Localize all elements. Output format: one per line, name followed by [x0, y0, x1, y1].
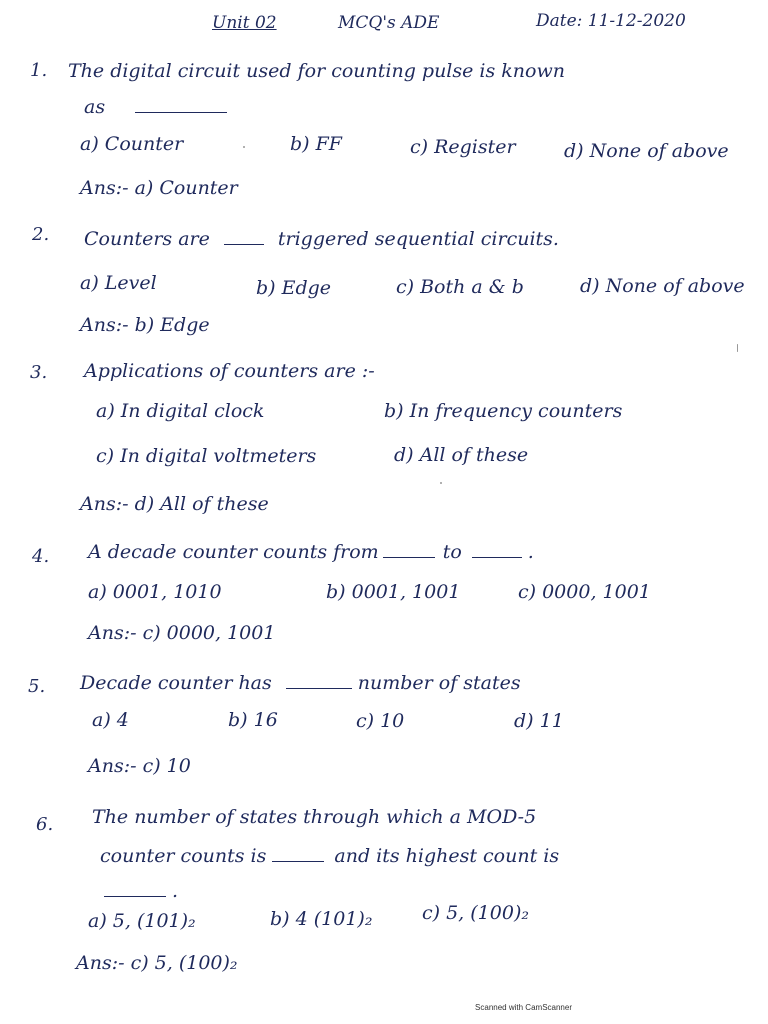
option-d: d) All of these [394, 444, 529, 466]
question-text: Decade counter has number of states [80, 672, 521, 694]
answer-text: Ans:- d) All of these [80, 493, 269, 515]
question-text: Counters are triggered sequential circuits. [84, 228, 559, 250]
option-b: b) FF [290, 133, 342, 155]
scan-dust [737, 344, 738, 352]
scanner-watermark: Scanned with CamScanner [475, 1003, 572, 1012]
option-c: c) Both a & b [396, 276, 524, 298]
question-text-continued: as [84, 96, 227, 118]
scan-dust [243, 146, 245, 148]
option-a: a) 5, (101)₂ [88, 910, 196, 932]
answer-text: Ans:- a) Counter [80, 177, 238, 199]
option-c: c) 0000, 1001 [518, 581, 651, 603]
option-b: b) Edge [256, 277, 332, 299]
answer-text: Ans:- c) 5, (100)₂ [76, 952, 238, 974]
question-text-blank: . [104, 880, 178, 902]
answer-text: Ans:- c) 10 [88, 755, 191, 777]
question-number: 5. [28, 676, 46, 697]
date-text: Date: 11-12-2020 [536, 11, 686, 31]
option-b: b) 4 (101)₂ [270, 908, 373, 930]
question-text: A decade counter counts from to . [88, 541, 534, 563]
question-number: 2. [32, 224, 50, 245]
answer-text: Ans:- b) Edge [80, 314, 210, 336]
subject-heading: MCQ's ADE [338, 13, 440, 33]
option-a: a) Level [80, 272, 157, 294]
question-text: Applications of counters are :- [84, 360, 375, 382]
option-c: c) 5, (100)₂ [422, 902, 529, 924]
option-a: a) 4 [92, 709, 129, 731]
option-b: b) 0001, 1001 [326, 581, 461, 603]
option-b: b) In frequency counters [384, 400, 623, 422]
option-b: b) 16 [228, 709, 278, 731]
question-number: 6. [36, 814, 54, 835]
option-a: a) Counter [80, 133, 184, 155]
question-text-continued: counter counts is and its highest count is [100, 845, 560, 867]
option-c: c) Register [410, 136, 516, 158]
option-c: c) 10 [356, 710, 405, 732]
option-c: c) In digital voltmeters [96, 445, 317, 467]
question-number: 1. [30, 60, 48, 81]
option-a: a) 0001, 1010 [88, 581, 222, 603]
option-a: a) In digital clock [96, 400, 265, 422]
question-text: The number of states through which a MOD-5 [92, 806, 537, 828]
unit-heading: Unit 02 [212, 13, 277, 33]
question-number: 3. [30, 362, 48, 383]
answer-text: Ans:- c) 0000, 1001 [88, 622, 276, 644]
option-d: d) None of above [564, 140, 729, 162]
scan-dust [440, 482, 442, 484]
question-text: The digital circuit used for counting pulse is known [68, 60, 565, 82]
option-d: d) 11 [514, 710, 564, 732]
question-number: 4. [32, 546, 50, 567]
option-d: d) None of above [580, 275, 745, 297]
